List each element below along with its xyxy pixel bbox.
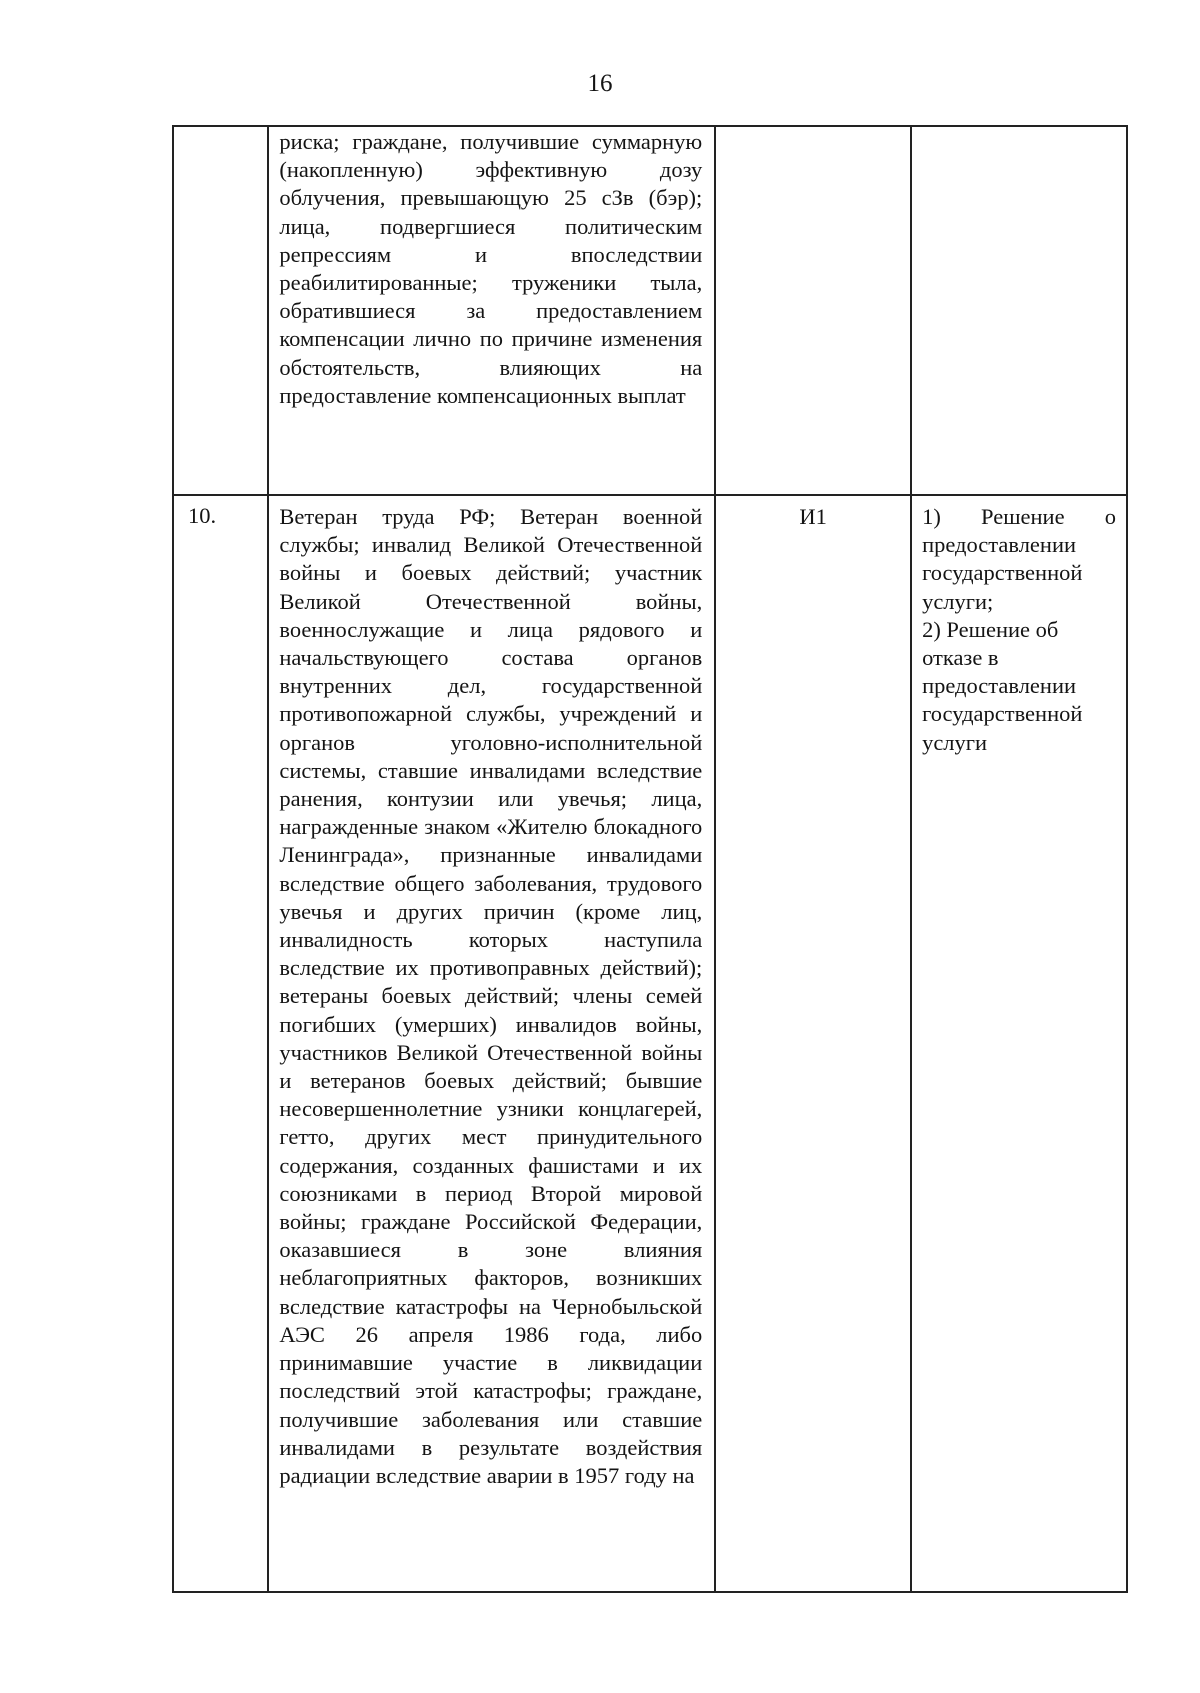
applicant-description-cell (268, 126, 715, 495)
result-line: услуги; (922, 588, 994, 614)
variant-code-cell (715, 126, 911, 495)
result-cell (911, 495, 1127, 1592)
result-line: услуги (922, 729, 988, 755)
row-number-cell: 10. (173, 495, 268, 1592)
variant-code-cell: И1 (715, 495, 911, 1592)
result-cell (911, 126, 1127, 495)
applicant-description: Ветеран труда РФ; Ветеран военной службы; инвалид Великой Отечественной войны и боевых действий; участник Великой Отечественной войны, военнослужащие и лица рядового и начальствующего состава органов внутренних дел, государственной противопожарной службы, учреждений и органов уголовно-исполнительной системы, ставшие инвалидами вследствие ранения, контузии или увечья; лица, награжденные знаком «Жителю блокадного Ленинграда», признанные инвалидами вследствие общего заболевания, трудового увечья и других причин (кроме лиц, инвалидность которых наступила вследствие их противоправных действий); ветераны боевых действий; члены семей погибших (умерших) инвалидов войны, участников Великой Отечественной войны и ветеранов боевых действий; бывшие несовершеннолетние узники концлагерей, гетто, других мест принудительного содержания, созданных фашистами и их союзниками в период Второй мировой войны; граждане Российской Федерации, оказавшиеся в зоне влияния неблагоприятных факторов, возникших вследствие катастрофы на Чернобыльской АЭС 26 апреля 1986 года, либо принимавшие участие в ликвидации последствий этой катастрофы; граждане, получившие заболевания или ставшие инвалидами в результате воздействия радиации вследствие аварии в 1957 году на (279, 504, 703, 1488)
result-line: государственной (922, 560, 1083, 586)
services-table (172, 125, 1128, 1593)
table-row (173, 126, 1127, 495)
table-row (173, 495, 1127, 1592)
applicant-description-cell (268, 495, 715, 1592)
result-line: отказе в (922, 645, 999, 671)
page-number: 16 (587, 70, 613, 97)
row-number-cell (173, 126, 268, 495)
applicant-description: риска; граждане, получившие суммарную (накопленную) эффективную дозу облучения, превышающую 25 сЗв (бэр); лица, подвергшиеся политическим репрессиям и впоследствии реабилитированные; труженики тыла, обратившиеся за предоставлением компенсации лично по причине изменения обстоятельств, влияющих на предоставление компенсационных выплат (279, 129, 703, 408)
result-line: 2) Решение об (922, 616, 1059, 642)
result-line: предоставлении (922, 532, 1077, 558)
result-line: 1) Решение о (922, 504, 1116, 529)
result-line: государственной (922, 701, 1083, 727)
result-line: предоставлении (922, 673, 1077, 699)
